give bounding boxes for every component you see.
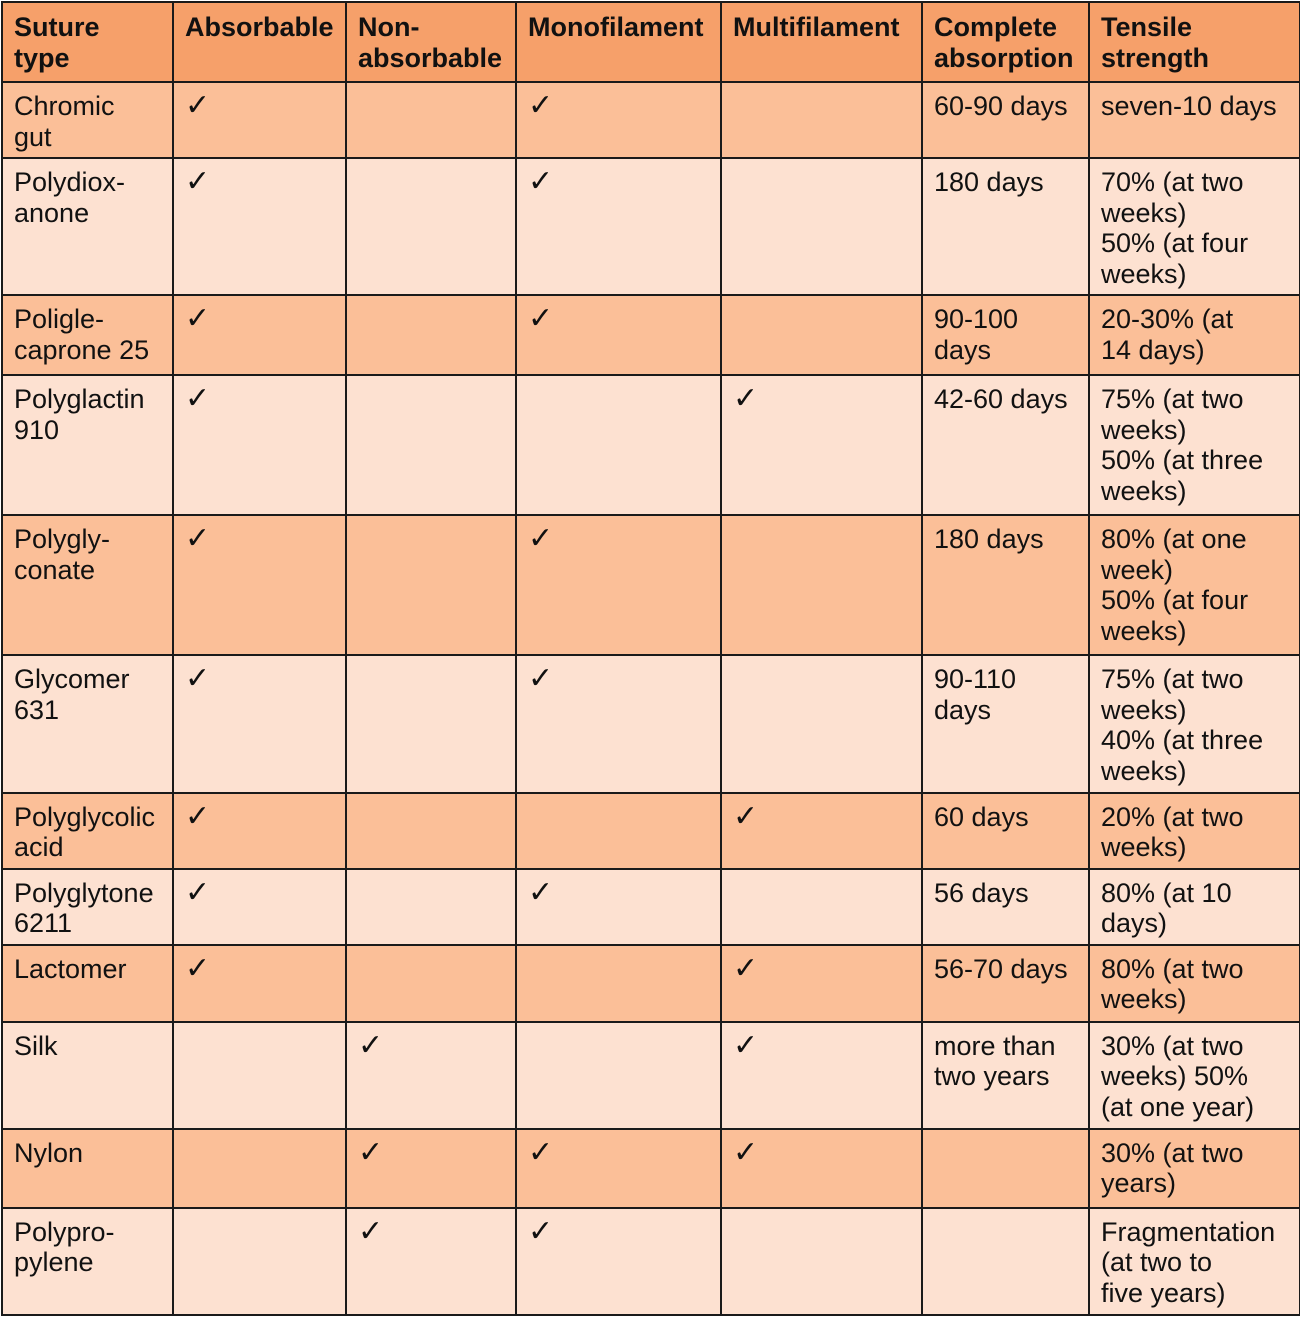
non-absorbable-cell <box>346 945 516 1022</box>
non-absorbable-cell <box>346 655 516 792</box>
monofilament-cell <box>516 375 721 515</box>
tensile-strength-cell <box>1089 869 1300 945</box>
tensile-text: 40% (at three <box>1101 725 1264 756</box>
absorbable-cell <box>173 1208 346 1315</box>
absorption-text: more than <box>934 1030 1056 1061</box>
tensile-text: 30% (at two <box>1101 1137 1244 1168</box>
complete-absorption-cell <box>922 1129 1089 1208</box>
suture-name-cell <box>2 655 173 792</box>
suture-name-cell <box>2 1022 173 1129</box>
absorption-text: 56-70 days <box>934 953 1068 984</box>
table-row <box>2 1129 1300 1208</box>
tensile-text: weeks) <box>1101 755 1187 786</box>
suture-comparison-table <box>1 1 1300 1316</box>
complete-absorption-cell <box>922 655 1089 792</box>
suture-name: Poligle- <box>14 304 105 335</box>
tensile-strength-cell <box>1089 945 1300 1022</box>
absorbable-cell <box>173 655 346 792</box>
non-absorbable-cell <box>346 295 516 375</box>
absorption-text: two years <box>934 1061 1050 1092</box>
tensile-text: weeks) <box>1101 414 1187 445</box>
multifilament-cell <box>721 158 922 295</box>
absorbable-cell <box>173 1022 346 1129</box>
tensile-text: days) <box>1101 908 1168 939</box>
tensile-text: weeks) <box>1101 475 1187 506</box>
table-row <box>2 869 1300 945</box>
monofilament-cell <box>516 1129 721 1208</box>
suture-table-container <box>1 1 1299 1316</box>
check-mark-icon: ✓ <box>733 1027 759 1063</box>
complete-absorption-cell <box>922 945 1089 1022</box>
multifilament-cell <box>721 793 922 869</box>
suture-name-cell <box>2 82 173 158</box>
multifilament-cell <box>721 1129 922 1208</box>
absorption-text: 42-60 days <box>934 384 1068 415</box>
suture-name: Lactomer <box>14 953 127 984</box>
table-row <box>2 945 1300 1022</box>
multifilament-cell <box>721 515 922 655</box>
suture-name: Nylon <box>14 1137 84 1168</box>
absorbable-cell <box>173 869 346 945</box>
header-suture-type: Suture type <box>2 2 173 82</box>
header-complete-absorption: Complete absorption <box>922 2 1089 82</box>
suture-name-cell <box>2 1208 173 1315</box>
multifilament-cell <box>721 945 922 1022</box>
complete-absorption-cell <box>922 158 1089 295</box>
tensile-strength-cell <box>1089 655 1300 792</box>
monofilament-cell <box>516 1208 721 1315</box>
suture-name: pylene <box>14 1247 94 1278</box>
absorption-text: 56 days <box>934 877 1029 908</box>
multifilament-cell <box>721 1022 922 1129</box>
tensile-text: Fragmentation <box>1101 1216 1276 1247</box>
suture-name: 6211 <box>14 908 73 939</box>
check-mark-icon: ✓ <box>528 1213 554 1249</box>
header-absorbable: Absorbable <box>173 2 346 82</box>
check-mark-icon: ✓ <box>528 874 554 910</box>
header-monofilament: Monofilament <box>516 2 721 82</box>
check-mark-icon: ✓ <box>733 798 759 834</box>
complete-absorption-cell <box>922 1208 1089 1315</box>
absorbable-cell <box>173 515 346 655</box>
check-mark-icon: ✓ <box>528 1134 554 1170</box>
tensile-text: 80% (at one <box>1101 524 1247 555</box>
header-multifilament: Multifilament <box>721 2 922 82</box>
tensile-text: weeks) <box>1101 832 1187 863</box>
suture-name: acid <box>14 832 64 863</box>
tensile-text: weeks) <box>1101 258 1187 289</box>
suture-name: conate <box>14 554 96 585</box>
check-mark-icon: ✓ <box>733 381 759 417</box>
complete-absorption-cell <box>922 82 1089 158</box>
monofilament-cell <box>516 1022 721 1129</box>
check-mark-icon: ✓ <box>185 381 211 417</box>
tensile-strength-cell <box>1089 1129 1300 1208</box>
absorbable-cell <box>173 793 346 869</box>
complete-absorption-cell <box>922 295 1089 375</box>
tensile-strength-cell <box>1089 82 1300 158</box>
suture-name: gut <box>14 121 52 152</box>
suture-name-cell <box>2 869 173 945</box>
table-row <box>2 158 1300 295</box>
tensile-text: 50% (at four <box>1101 585 1249 616</box>
absorbable-cell <box>173 1129 346 1208</box>
check-mark-icon: ✓ <box>733 1134 759 1170</box>
tensile-text: 50% (at four <box>1101 228 1249 259</box>
tensile-strength-cell <box>1089 158 1300 295</box>
absorbable-cell <box>173 82 346 158</box>
tensile-text: weeks) 50% <box>1101 1061 1249 1092</box>
monofilament-cell <box>516 655 721 792</box>
non-absorbable-cell <box>346 158 516 295</box>
table-row <box>2 295 1300 375</box>
suture-name-cell <box>2 793 173 869</box>
non-absorbable-cell <box>346 1129 516 1208</box>
absorbable-cell <box>173 295 346 375</box>
monofilament-cell <box>516 82 721 158</box>
suture-name: anone <box>14 197 90 228</box>
absorption-text: 90-100 <box>934 304 1019 335</box>
absorbable-cell <box>173 375 346 515</box>
suture-name-cell <box>2 158 173 295</box>
suture-name: Glycomer <box>14 664 130 695</box>
check-mark-icon: ✓ <box>185 798 211 834</box>
tensile-text: weeks) <box>1101 197 1187 228</box>
tensile-text: weeks) <box>1101 615 1187 646</box>
absorbable-cell <box>173 945 346 1022</box>
complete-absorption-cell <box>922 793 1089 869</box>
tensile-text: (at two to <box>1101 1247 1213 1278</box>
check-mark-icon: ✓ <box>185 950 211 986</box>
check-mark-icon: ✓ <box>185 301 211 337</box>
check-mark-icon: ✓ <box>528 661 554 697</box>
suture-name-cell <box>2 295 173 375</box>
suture-name: 631 <box>14 694 60 725</box>
suture-name-cell <box>2 375 173 515</box>
check-mark-icon: ✓ <box>185 874 211 910</box>
absorption-text: days <box>934 334 992 365</box>
non-absorbable-cell <box>346 82 516 158</box>
check-mark-icon: ✓ <box>185 164 211 200</box>
header-tensile-strength: Tensile strength <box>1089 2 1300 82</box>
tensile-text: 14 days) <box>1101 334 1205 365</box>
check-mark-icon: ✓ <box>358 1134 384 1170</box>
complete-absorption-cell <box>922 515 1089 655</box>
complete-absorption-cell <box>922 1022 1089 1129</box>
non-absorbable-cell <box>346 515 516 655</box>
check-mark-icon: ✓ <box>185 661 211 697</box>
absorption-text: 60-90 days <box>934 91 1068 121</box>
monofilament-cell <box>516 295 721 375</box>
tensile-strength-cell <box>1089 375 1300 515</box>
non-absorbable-cell <box>346 793 516 869</box>
tensile-text: 75% (at two <box>1101 384 1244 415</box>
check-mark-icon: ✓ <box>358 1027 384 1063</box>
header-non-absorbable: Non- absorbable <box>346 2 516 82</box>
suture-name-cell <box>2 515 173 655</box>
absorbable-cell <box>173 158 346 295</box>
multifilament-cell <box>721 1208 922 1315</box>
tensile-text: 30% (at two <box>1101 1030 1244 1061</box>
non-absorbable-cell <box>346 869 516 945</box>
header-row <box>2 2 1300 82</box>
tensile-text: 20-30% (at <box>1101 304 1234 335</box>
suture-name: 910 <box>14 414 60 445</box>
complete-absorption-cell <box>922 869 1089 945</box>
absorption-text: days <box>934 694 992 725</box>
check-mark-icon: ✓ <box>528 164 554 200</box>
suture-name-cell <box>2 1129 173 1208</box>
multifilament-cell <box>721 869 922 945</box>
suture-name: Polyglytone <box>14 877 154 908</box>
check-mark-icon: ✓ <box>185 521 211 557</box>
tensile-text: 75% (at two <box>1101 664 1244 695</box>
suture-name: Polyglactin <box>14 384 145 415</box>
check-mark-icon: ✓ <box>185 88 211 123</box>
multifilament-cell <box>721 82 922 158</box>
monofilament-cell <box>516 515 721 655</box>
tensile-text: week) <box>1101 554 1174 585</box>
suture-name: Chromic <box>14 91 115 121</box>
tensile-text: weeks) <box>1101 984 1187 1015</box>
absorption-text: 90-110 <box>934 664 1017 695</box>
tensile-text: (at one year) <box>1101 1091 1255 1122</box>
table-row <box>2 82 1300 158</box>
monofilament-cell <box>516 158 721 295</box>
suture-name: caprone 25 <box>14 334 150 365</box>
table-row <box>2 793 1300 869</box>
complete-absorption-cell <box>922 375 1089 515</box>
check-mark-icon: ✓ <box>733 950 759 986</box>
tensile-text: five years) <box>1101 1277 1226 1308</box>
check-mark-icon: ✓ <box>528 521 554 557</box>
suture-name-cell <box>2 945 173 1022</box>
tensile-strength-cell <box>1089 515 1300 655</box>
table-row <box>2 515 1300 655</box>
tensile-text: weeks) <box>1101 694 1187 725</box>
suture-name: Polydiox- <box>14 167 126 198</box>
suture-name: Silk <box>14 1030 58 1061</box>
tensile-strength-cell <box>1089 793 1300 869</box>
suture-name: Polyglycolic <box>14 801 156 832</box>
check-mark-icon: ✓ <box>528 88 554 123</box>
multifilament-cell <box>721 655 922 792</box>
table-body <box>2 82 1300 1315</box>
table-row <box>2 1022 1300 1129</box>
non-absorbable-cell <box>346 1208 516 1315</box>
non-absorbable-cell <box>346 1022 516 1129</box>
tensile-strength-cell <box>1089 295 1300 375</box>
suture-name: Polygly- <box>14 524 111 555</box>
non-absorbable-cell <box>346 375 516 515</box>
tensile-text: 80% (at two <box>1101 953 1244 984</box>
tensile-text: 80% (at 10 <box>1101 877 1232 908</box>
check-mark-icon: ✓ <box>358 1213 384 1249</box>
tensile-text: 70% (at two <box>1101 167 1244 198</box>
table-row <box>2 1208 1300 1315</box>
table-row <box>2 655 1300 792</box>
multifilament-cell <box>721 375 922 515</box>
monofilament-cell <box>516 945 721 1022</box>
absorption-text: 180 days <box>934 167 1044 198</box>
tensile-strength-cell <box>1089 1208 1300 1315</box>
absorption-text: 180 days <box>934 524 1044 555</box>
check-mark-icon: ✓ <box>528 301 554 337</box>
monofilament-cell <box>516 869 721 945</box>
multifilament-cell <box>721 295 922 375</box>
tensile-text: 20% (at two <box>1101 801 1244 832</box>
tensile-text: seven-10 days <box>1101 91 1277 121</box>
tensile-text: 50% (at three <box>1101 445 1264 476</box>
tensile-strength-cell <box>1089 1022 1300 1129</box>
suture-name: Polypro- <box>14 1216 115 1247</box>
absorption-text: 60 days <box>934 801 1029 832</box>
tensile-text: years) <box>1101 1168 1177 1199</box>
monofilament-cell <box>516 793 721 869</box>
table-row <box>2 375 1300 515</box>
